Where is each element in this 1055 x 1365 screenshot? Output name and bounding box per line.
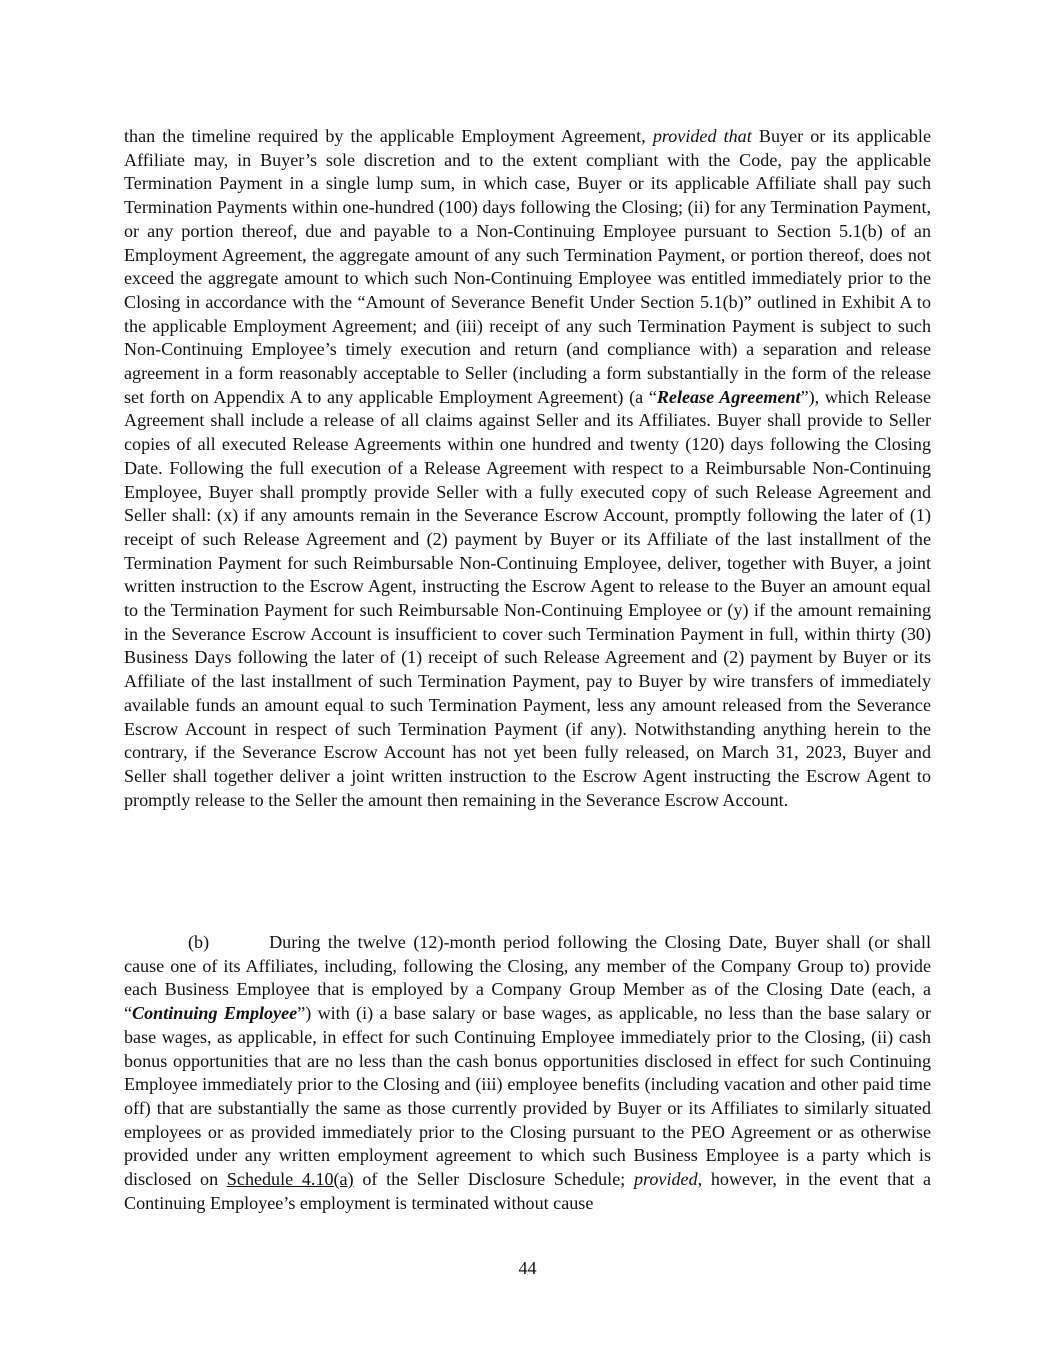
para-b-text-1: During the twelve (12)-month period following the Closing Date, Buyer shall (or shall cause one of its Affiliates, including, following the Closing, any member of the Company Group to) provide each Business Employee that is employed by a Company Group Member as of the Closing Date (each, a “ [124, 932, 931, 1024]
provided-italic: provided [633, 1169, 698, 1190]
paragraph-label: (b) [188, 932, 210, 952]
release-agreement-term: Release Agreement [656, 386, 801, 407]
schedule-reference: Schedule 4.10(a) [226, 1169, 354, 1190]
paragraph-a [124, 125, 931, 812]
page-number: 44 [518, 1258, 537, 1278]
para-b-text-2: ”) with (i) a base salary or base wages, as applicable, no less than the base salary or base wages, as applicable, in effect for such Continuing Employee immediately prior to the Closing, (ii) cash bonus opportunities that are no less than the cash bonus opportunities disclosed in effect for such Continuing Employee immediately prior to the Closing and (iii) employee benefits (including vacation and other paid time off) that are substantially the same as those currently provided by Buyer or its Affiliates to similarly situated employees or as provided immediately prior to the Closing pursuant to the PEO Agreement or as otherwise provided under any written employment agreement to which such Business Employee is a party which is disclosed on [124, 1003, 932, 1190]
continuing-employee-term: Continuing Employee [132, 1003, 298, 1024]
paragraph-b [124, 931, 931, 1215]
para-a-text-1: than the timeline required by the applicable Employment Agreement, [124, 126, 653, 146]
provided-that-italic: provided that [652, 126, 752, 146]
para-b-text-4: , however, in the event that a Continuing Employee’s employment is terminated without cause [124, 1169, 931, 1213]
para-b-text-3: of the Seller Disclosure Schedule; [353, 1169, 634, 1190]
para-a-text-3: ”), which Release Agreement shall include a release of all claims against Seller and its Affiliates. Buyer shall provide to Seller copies of all executed Release Agreements within one hundred and twenty (120) days following the Closing Date. Following the full execution of a Release Agreement with respect to a Reimbursable Non-Continuing Employee, Buyer shall promptly provide Seller with a fully executed copy of such Release Agreement and Seller shall: (x) if any amounts remain in the Severance Escrow Account, promptly following the later of (1) receipt of such Release Agreement and (2) payment by Buyer or its Affiliate of the last installment of the Termination Payment for such Reimbursable Non-Continuing Employee, deliver, together with Buyer, a joint written instruction to the Escrow Agent, instructing the Escrow Agent to release to the Buyer an amount equal to the Termination Payment for such Reimbursable Non-Continuing Employee or (y) if the amount remaining in the Severance Escrow Account is insufficient to cover such Termination Payment in full, within thirty (30) Business Days following the later of (1) receipt of such Release Agreement and (2) payment by Buyer or its Affiliate of the last installment of such Termination Payment, pay to Buyer by wire transfers of immediately available funds an amount equal to such Termination Payment, less any amount released from the Severance Escrow Account in respect of such Termination Payment (if any). Notwithstanding anything herein to the contrary, if the Severance Escrow Account has not yet been fully released, on March 31, 2023, Buyer and Seller shall together deliver a joint written instruction to the Escrow Agent instructing the Escrow Agent to promptly release to the Seller the amount then remaining in the Severance Escrow Account. [124, 386, 932, 810]
para-a-text-2: Buyer or its applicable Affiliate may, in Buyer’s sole discretion and to the extent compliant with the Code, pay the applicable Termination Payment in a single lump sum, in which case, Buyer or its applicable Affiliate shall pay such Termination Payments within one-hundred (100) days following the Closing; (ii) for any Termination Payment, or any portion thereof, due and payable to a Non-Continuing Employee pursuant to Section 5.1(b) of an Employment Agreement, the aggregate amount of any such Termination Payment, or portion thereof, does not exceed the aggregate amount to which such Non-Continuing Employee was entitled immediately prior to the Closing in accordance with the “Amount of Severance Benefit Under Section 5.1(b)” outlined in Exhibit A to the applicable Employment Agreement; and (iii) receipt of any such Termination Payment is subject to such Non-Continuing Employee’s timely execution and return (and compliance with) a separation and release agreement in a form reasonably acceptable to Seller (including a form substantially in the form of the release set forth on Appendix A to any applicable Employment Agreement) (a “ [124, 126, 931, 407]
